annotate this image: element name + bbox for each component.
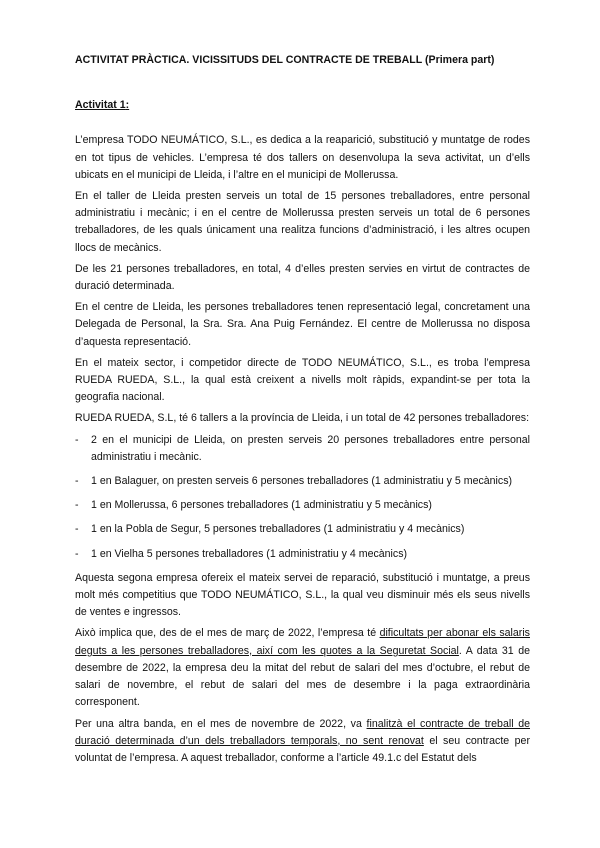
underlined-text: finalitzà el contracte de treball de duració determinada d’un dels treballadors temporals, no sent renovat — [75, 717, 530, 747]
list-item: - 2 en el municipi de Lleida, on presten serveis 20 persones treballadores entre personal administratiu i mecànic. — [75, 432, 530, 466]
paragraph-salaris — [75, 625, 530, 711]
document-title: ACTIVITAT PRÀCTICA. VICISSITUDS DEL CONTRACTE DE TREBALL (Primera part) — [75, 54, 495, 66]
text-run: . A data 31 de desembre de 2022, la empresa deu la mitat del rebut de salari del mes d’octubre, el rebut de salari de novembre, el rebut de salari del mes de desembre i la paga extraordinària corresponent. — [75, 644, 530, 709]
list-item: - 1 en Mollerussa, 6 persones treballadores (1 administratiu y 5 mecànics) — [75, 497, 530, 514]
list-item: - 1 en Vielha 5 persones treballadores (1 administratiu y 4 mecànics) — [75, 546, 530, 563]
document-body — [75, 52, 530, 771]
text-run: Això implica que, des de el mes de març de 2022, l’empresa té — [75, 627, 380, 640]
paragraph: De les 21 persones treballadores, en total, 4 d’elles presten servies en virtut de contractes de duració determinada. — [75, 262, 530, 293]
paragraph: RUEDA RUEDA, S.L, té 6 tallers a la província de Lleida, i un total de 42 persones treballadores: — [75, 412, 530, 425]
paragraph: En el centre de Lleida, les persones treballadores tenen representació legal, concretament una Delegada de Personal, la Sra. Sra. Ana Puig Fernández. El centre de Mollerussa no disposa d’aquesta representació. — [75, 301, 530, 348]
underlined-text: dificultats per abonar els salaris deguts a les persones treballadores, així com les quotes a la Seguretat Social — [75, 627, 530, 657]
paragraph: Aquesta segona empresa ofereix el mateix servei de reparació, substitució i muntatge, a preus molt més competitius que TODO NEUMÁTICO, S.L., la qual veu disminuir més els seus nivells de ventes e ingressos. — [75, 571, 530, 619]
list-item: - 1 en la Pobla de Segur, 5 persones treballadores (1 administratiu y 4 mecànics) — [75, 521, 530, 538]
activity-heading — [75, 97, 530, 114]
paragraph-final — [75, 716, 530, 768]
paragraph: En el mateix sector, i competidor directe de TODO NEUMÁTICO, S.L., es troba l’empresa RUEDA RUEDA, S.L., la qual està creixent a nivells molt ràpids, expandint-se per tota la geografia nacional. — [75, 356, 530, 404]
paragraph: En el taller de Lleida presten serveis un total de 15 persones treballadores, entre personal administratiu i mecànic; i en el centre de Mollerussa presten serveis un total de 6 persones treballadores, de les quals únicament una realitza funcions d’administració, i les altres ocupen llocs de mecànics. — [75, 190, 530, 254]
paragraph: L’empresa TODO NEUMÁTICO, S.L., es dedica a la reaparició, substitució y muntatge de rodes en tot tipus de vehicles. L’empresa té dos tallers on desenvolupa la seva activitat, un d’ells ubicats en el municipi de Lleida, i l’altre en el municipi de Mollerussa. — [75, 134, 530, 181]
activity-heading-text: Activitat 1 — [75, 99, 126, 112]
activity-heading-colon: : — [125, 99, 130, 112]
text-run: el seu contracte per voluntat de l’empresa. A aquest treballador, conforme a l’article 49.1.c del Estatut dels — [75, 734, 530, 764]
text-run: Per una altra banda, en el mes de novembre de 2022, va — [75, 717, 367, 730]
workshop-list — [75, 432, 530, 563]
list-item: - 1 en Balaguer, on presten serveis 6 persones treballadores (1 administratiu y 5 mecànics) — [75, 473, 530, 490]
